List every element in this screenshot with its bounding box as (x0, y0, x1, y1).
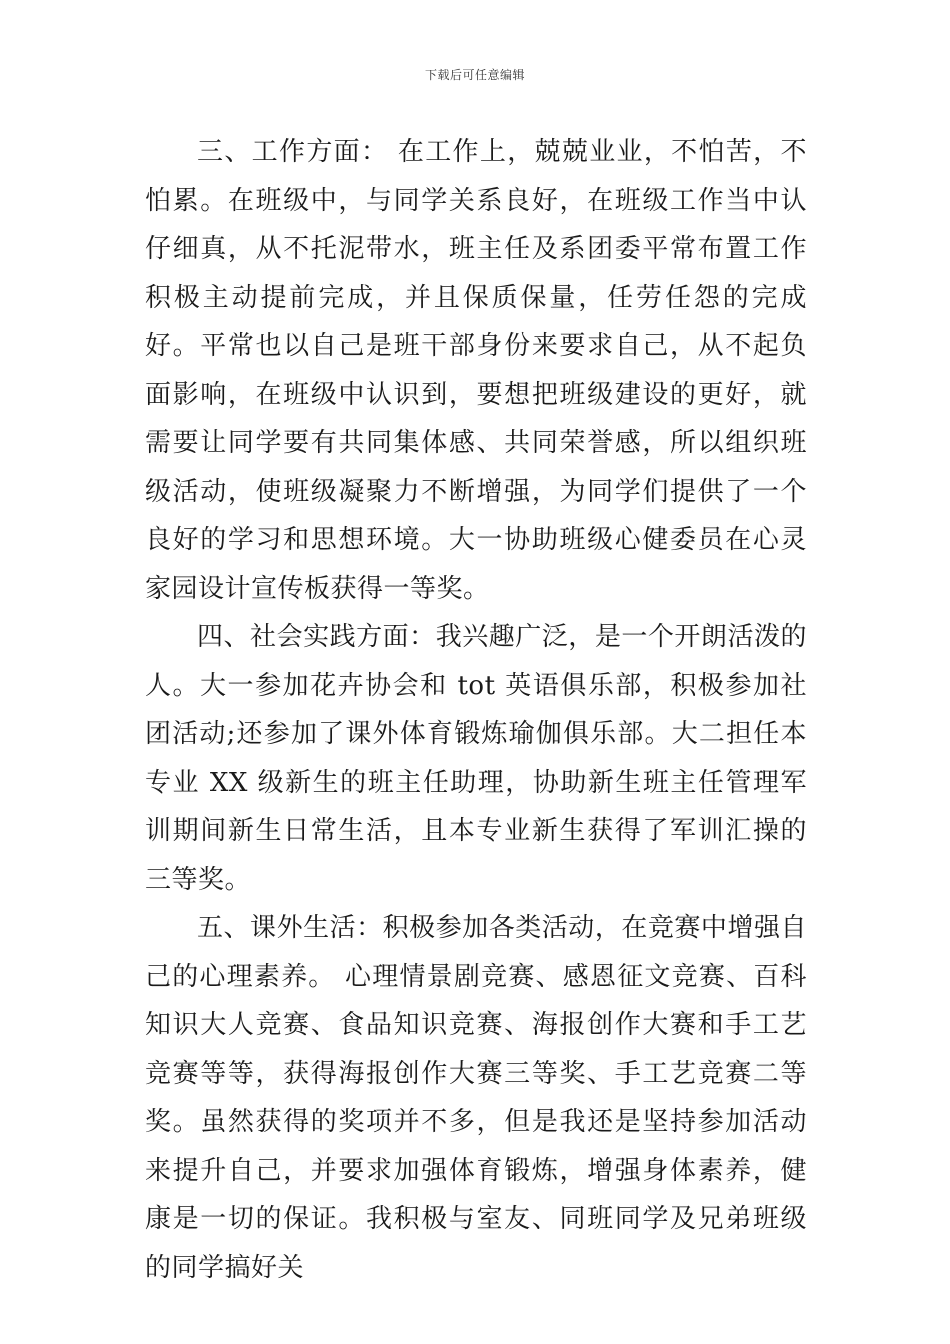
document-body (145, 128, 807, 1292)
paragraph-work: 三、工作方面： 在工作上，兢兢业业，不怕苦，不怕累。在班级中，与同学关系良好，在班级工作当中认仔细真，从不托泥带水，班主任及系团委平常布置工作积极主动提前完成，并且保质保量，任劳任怨的完成好。平常也以自己是班干部身份来要求自己，从不起负面影响，在班级中认识到，要想把班级建设的更好，就需要让同学要有共同集体感、共同荣誉感，所以组织班级活动，使班级凝聚力不断增强，为同学们提供了一个良好的学习和思想环境。大一协助班级心健委员在心灵家园设计宣传板获得一等奖。 (145, 137, 807, 604)
page-header: 下载后可任意编辑 (424, 68, 525, 82)
paragraph-extracurricular: 五、课外生活：积极参加各类活动，在竞赛中增强自己的心理素养。 心理情景剧竞赛、感恩征文竞赛、百科知识大人竞赛、食品知识竞赛、海报创作大赛和手工艺竞赛等等，获得海报创作大赛三等奖、手工艺竞赛二等奖。虽然获得的奖项并不多，但是我还是坚持参加活动来提升自己，并要求加强体育锻炼，增强身体素养，健康是一切的保证。我积极与室友、同班同学及兄弟班级的同学搞好关 (145, 913, 807, 1283)
paragraph-social-practice: 四、社会实践方面：我兴趣广泛，是一个开朗活泼的人。大一参加花卉协会和 tot 英语俱乐部，积极参加社团活动;还参加了课外体育锻炼瑜伽俱乐部。大二担任本专业 XX 级新生的班主任助理，协助新生班主任管理军训期间新生日常生活，且本专业新生获得了军训汇操的三等奖。 (145, 622, 807, 895)
